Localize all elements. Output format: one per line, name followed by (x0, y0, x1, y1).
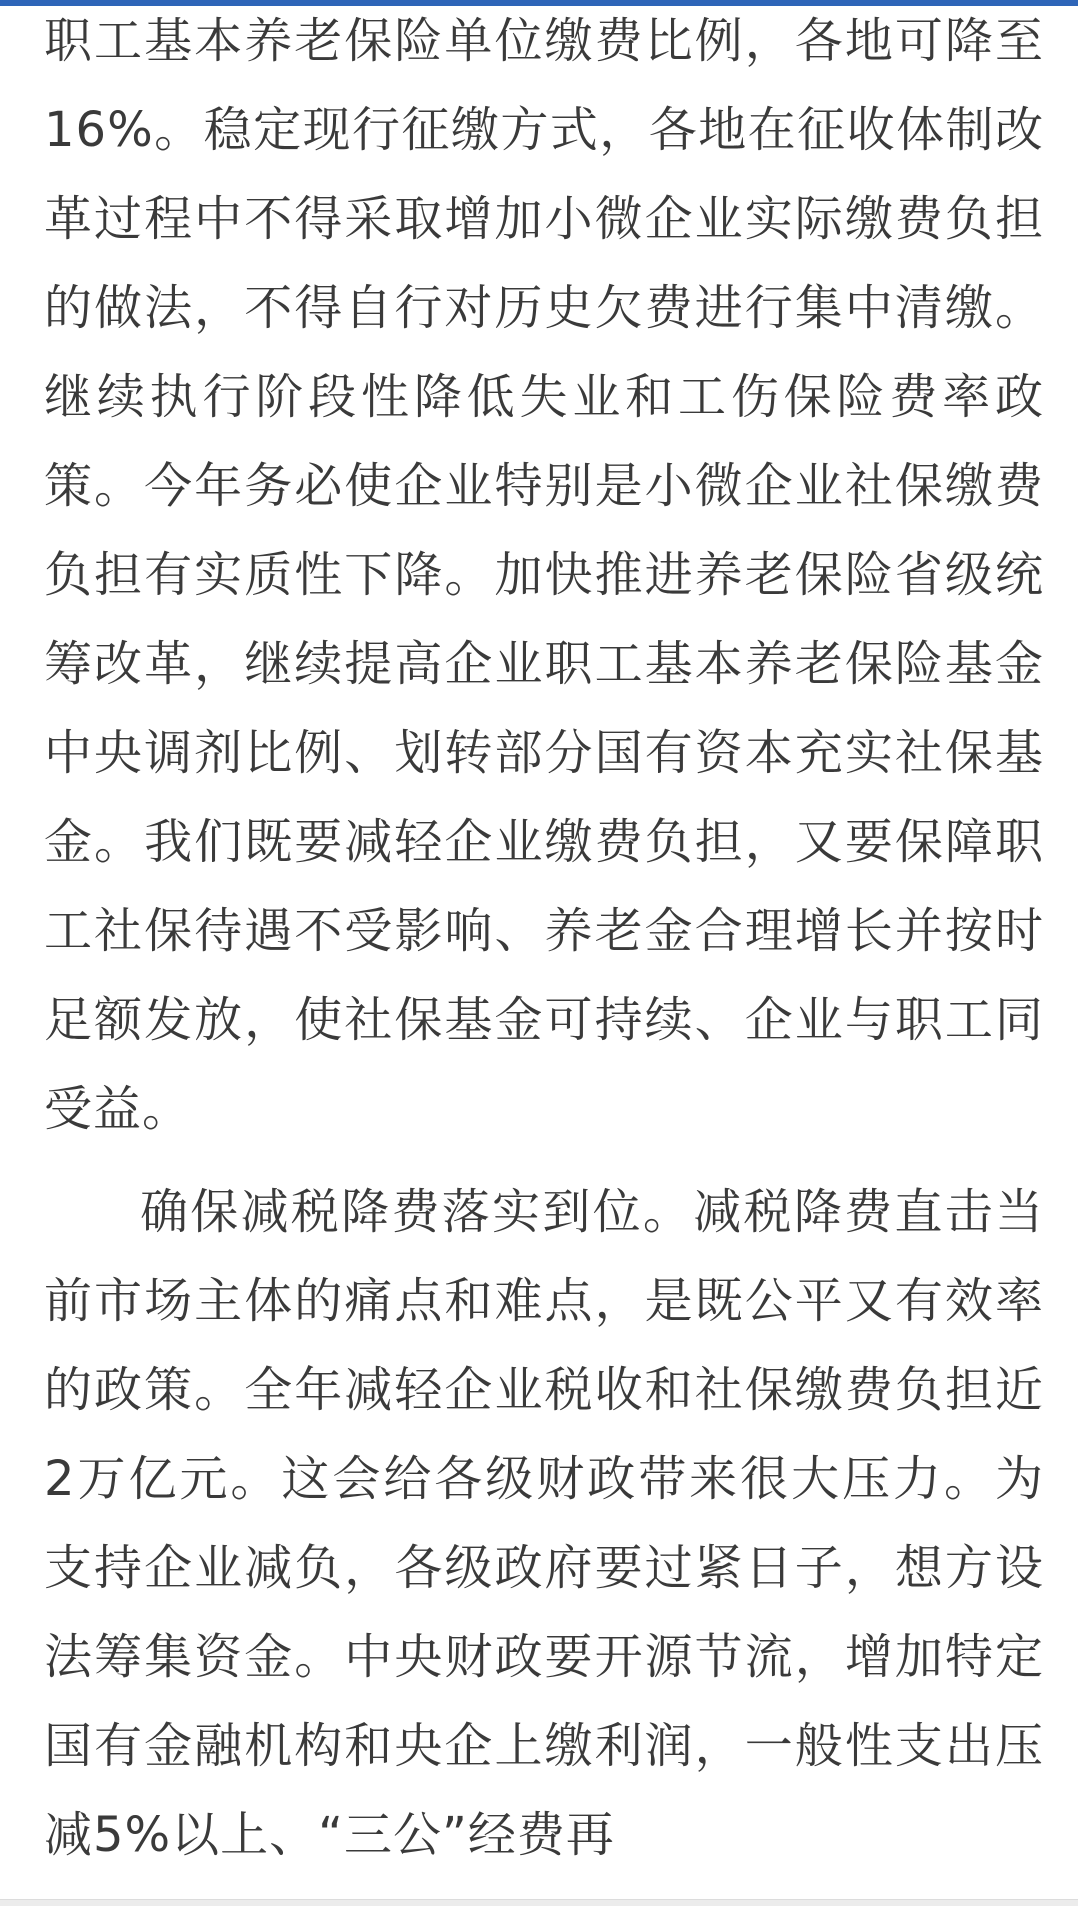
article-body[interactable] (44, 0, 1044, 1880)
bottom-toolbar-edge (0, 1899, 1078, 1906)
article-paragraph-2: 确保减税降费落实到位。减税降费直击当前市场主体的痛点和难点，是既公平又有效率的政策。全年减轻企业税收和社保缴费负担近2万亿元。这会给各级财政带来很大压力。为支持企业减负，各级政府要过紧日子，想方设法筹集资金。中央财政要开源节流，增加特定国有金融机构和央企上缴利润，一般性支出压减5%以上、“三公”经费再 (44, 1184, 1044, 1863)
article-paragraph-1: 职工基本养老保险单位缴费比例，各地可降至16%。稳定现行征缴方式，各地在征收体制改革过程中不得采取增加小微企业实际缴费负担的做法，不得自行对历史欠费进行集中清缴。继续执行阶段性降低失业和工伤保险费率政策。今年务必使企业特别是小微企业社保缴费负担有实质性下降。加快推进养老保险省级统筹改革，继续提高企业职工基本养老保险基金中央调剂比例、划转部分国有资本充实社保基金。我们既要减轻企业缴费负担，又要保障职工社保待遇不受影响、养老金合理增长并按时足额发放，使社保基金可持续、企业与职工同受益。 (44, 13, 1044, 1137)
